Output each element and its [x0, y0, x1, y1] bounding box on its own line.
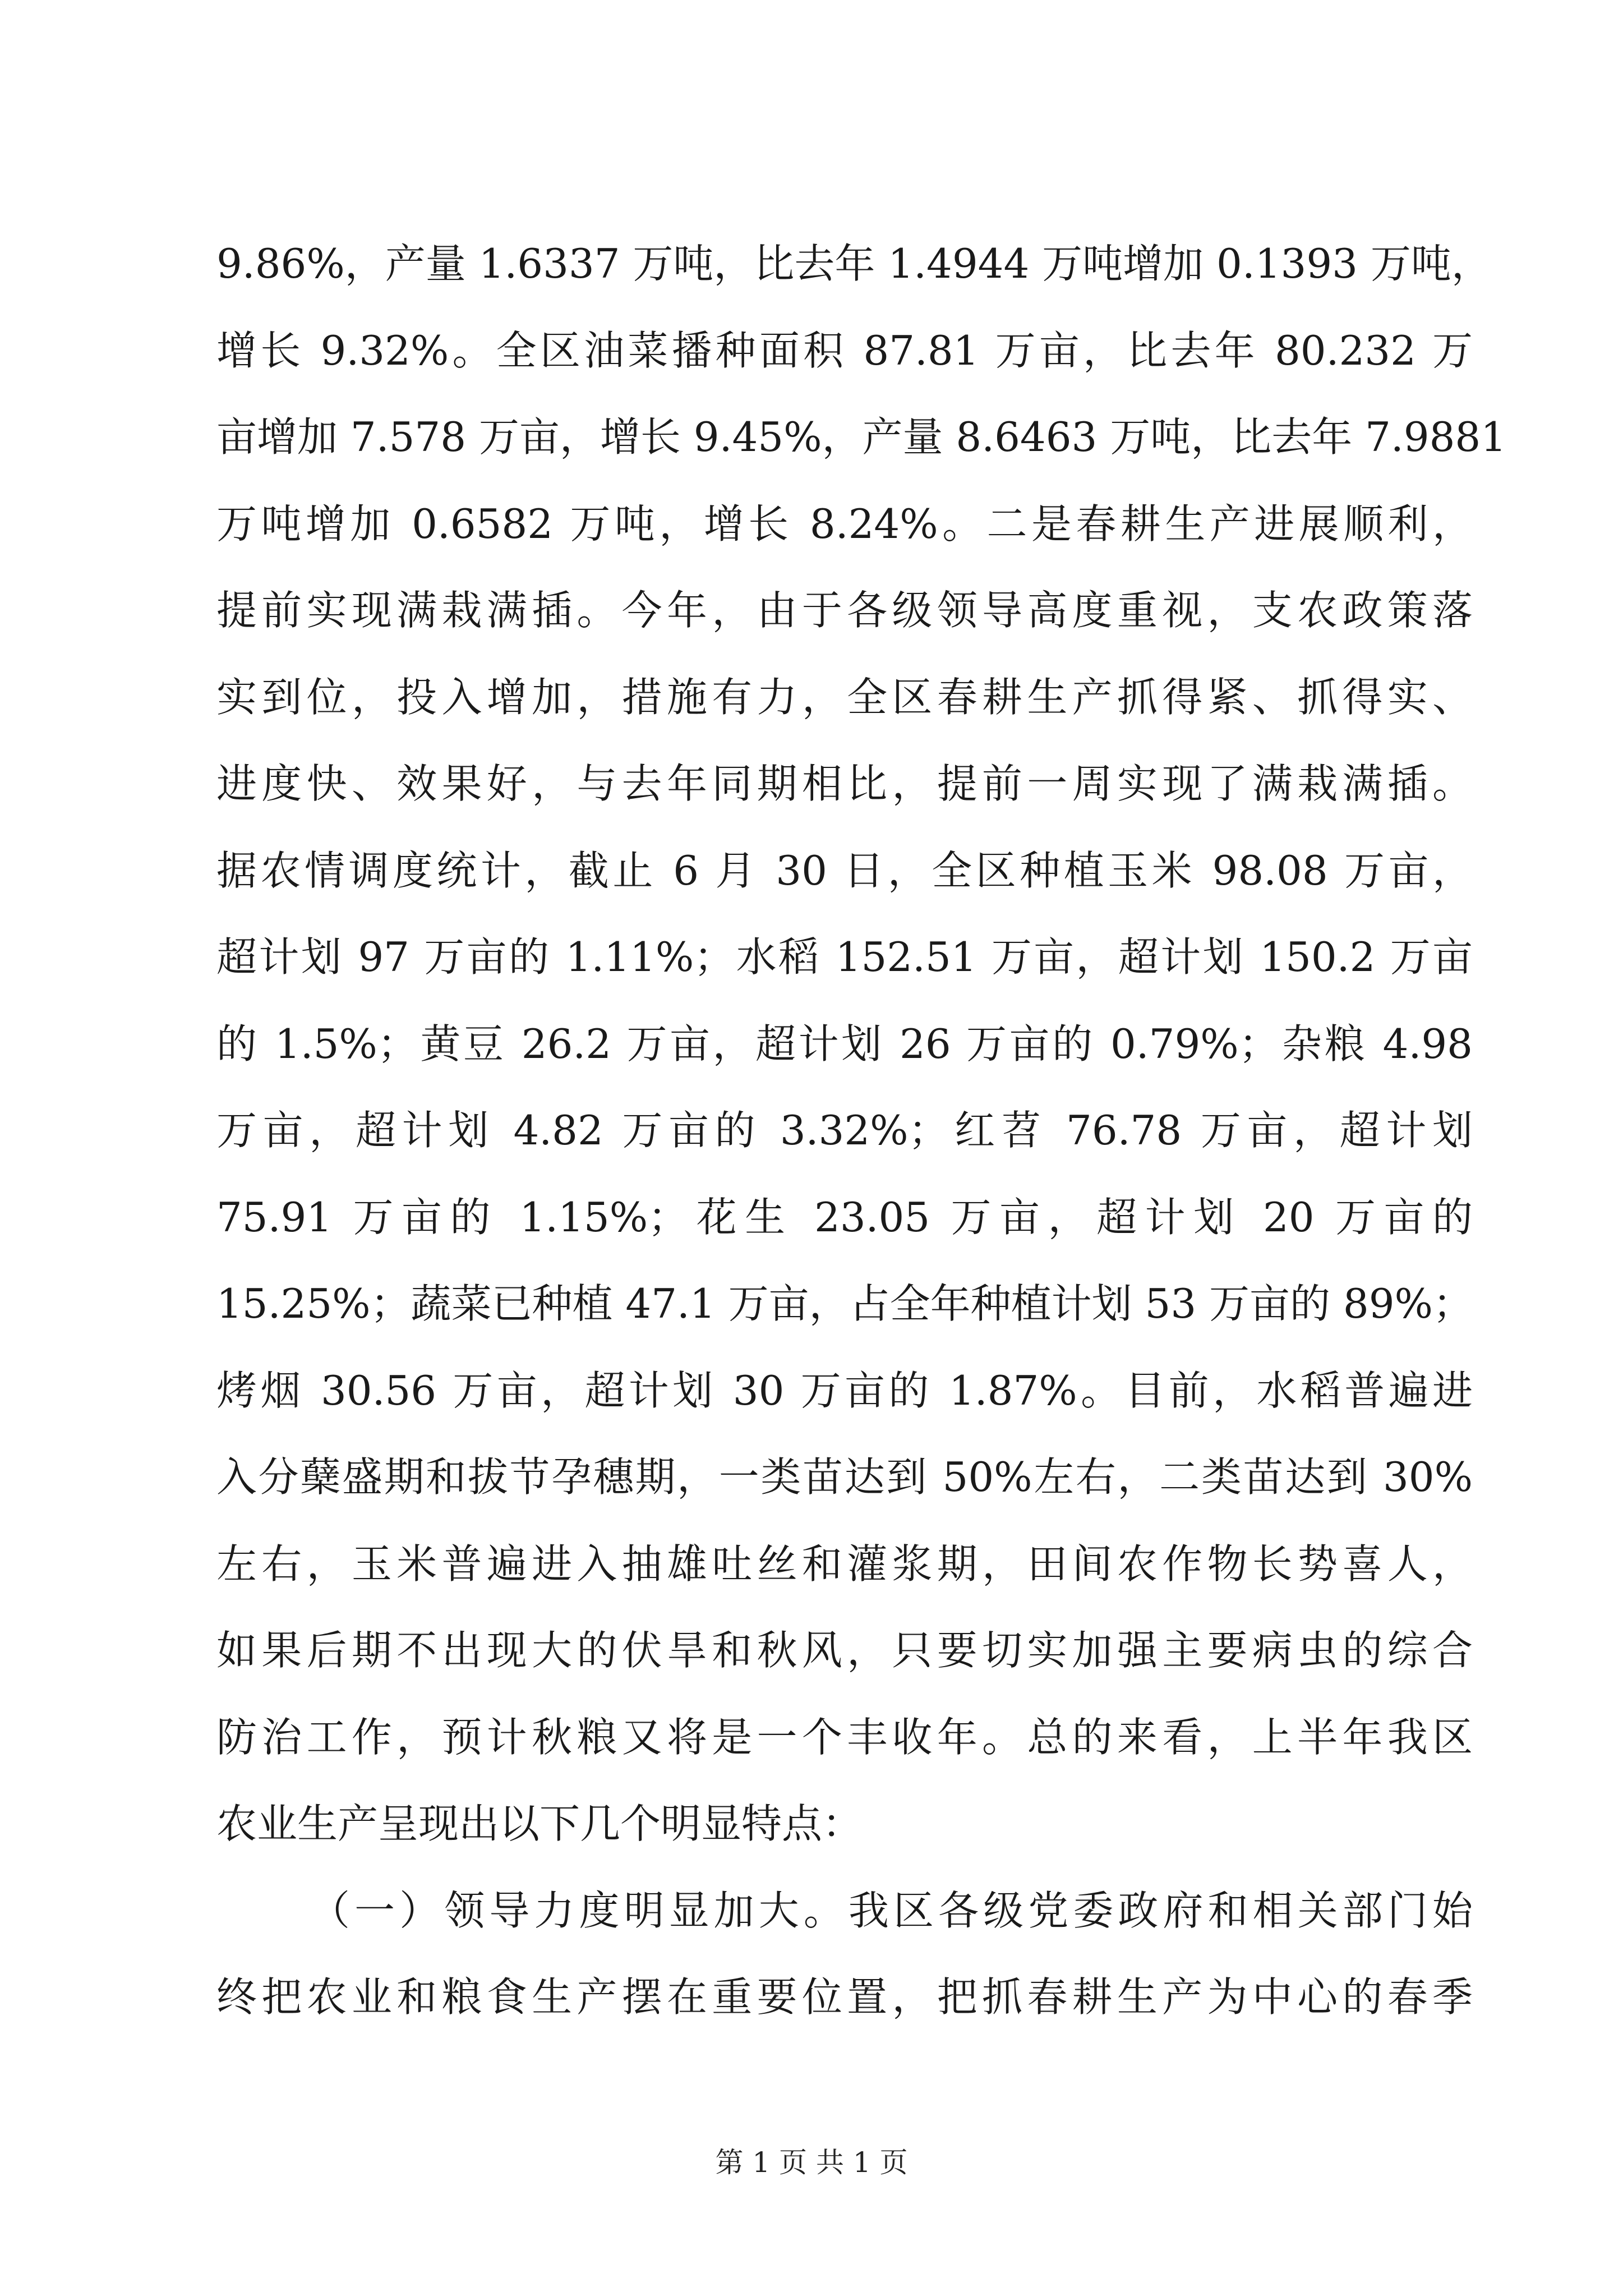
text-line: 入分蘖盛期和拔节孕穗期，一类苗达到 50%左右，二类苗达到 30% [216, 1453, 1473, 1501]
text-line: 防治工作，预计秋粮又将是一个丰收年。总的来看，上半年我区 [216, 1713, 1473, 1761]
page-number-label: 第 1 页 共 1 页 [715, 2146, 908, 2179]
body-text [216, 220, 1507, 2041]
text-line: 超计划 97 万亩的 1.11%；水稻 152.51 万亩，超计划 150.2 万亩 [216, 933, 1473, 981]
text-line: 终把农业和粮食生产摆在重要位置，把抓春耕生产为中心的春季 [216, 1973, 1473, 2021]
text-line: 实到位，投入增加，措施有力，全区春耕生产抓得紧、抓得实、 [216, 673, 1473, 721]
text-line: 的 1.5%；黄豆 26.2 万亩，超计划 26 万亩的 0.79%；杂粮 4.98 [216, 1020, 1473, 1068]
text-line: 提前实现满栽满插。今年，由于各级领导高度重视，支农政策落 [216, 587, 1473, 634]
text-line: 万亩，超计划 4.82 万亩的 3.32%；红苕 76.78 万亩，超计划 [216, 1107, 1473, 1154]
text-line: 增长 9.32%。全区油菜播种面积 87.81 万亩，比去年 80.232 万 [216, 326, 1473, 374]
page-footer [0, 2143, 1623, 2182]
text-line: 如果后期不出现大的伏旱和秋风，只要切实加强主要病虫的综合 [216, 1627, 1473, 1674]
text-line: 9.86%，产量 1.6337 万吨，比去年 1.4944 万吨增加 0.1393 万吨， [216, 240, 1492, 287]
text-line: 万吨增加 0.6582 万吨，增长 8.24%。二是春耕生产进展顺利， [216, 500, 1473, 547]
text-line: 据农情调度统计，截止 6 月 30 日，全区种植玉米 98.08 万亩， [216, 846, 1473, 894]
paragraph-first-line: （一）领导力度明显加大。我区各级党委政府和相关部门始 [310, 1887, 1473, 1934]
text-line: 烤烟 30.56 万亩，超计划 30 万亩的 1.87%。目前，水稻普遍进 [216, 1366, 1473, 1414]
text-line: 亩增加 7.578 万亩，增长 9.45%，产量 8.6463 万吨，比去年 7.9881 [216, 413, 1507, 461]
text-line: 左右，玉米普遍进入抽雄吐丝和灌浆期，田间农作物长势喜人， [216, 1540, 1473, 1588]
text-line: 农业生产呈现出以下几个明显特点： [216, 1800, 863, 1847]
text-line: 75.91 万亩的 1.15%；花生 23.05 万亩，超计划 20 万亩的 [216, 1193, 1473, 1241]
text-line: 15.25%；蔬菜已种植 47.1 万亩，占全年种植计划 53 万亩的 89%； [216, 1280, 1473, 1327]
text-line: 进度快、效果好，与去年同期相比，提前一周实现了满栽满插。 [216, 760, 1473, 807]
